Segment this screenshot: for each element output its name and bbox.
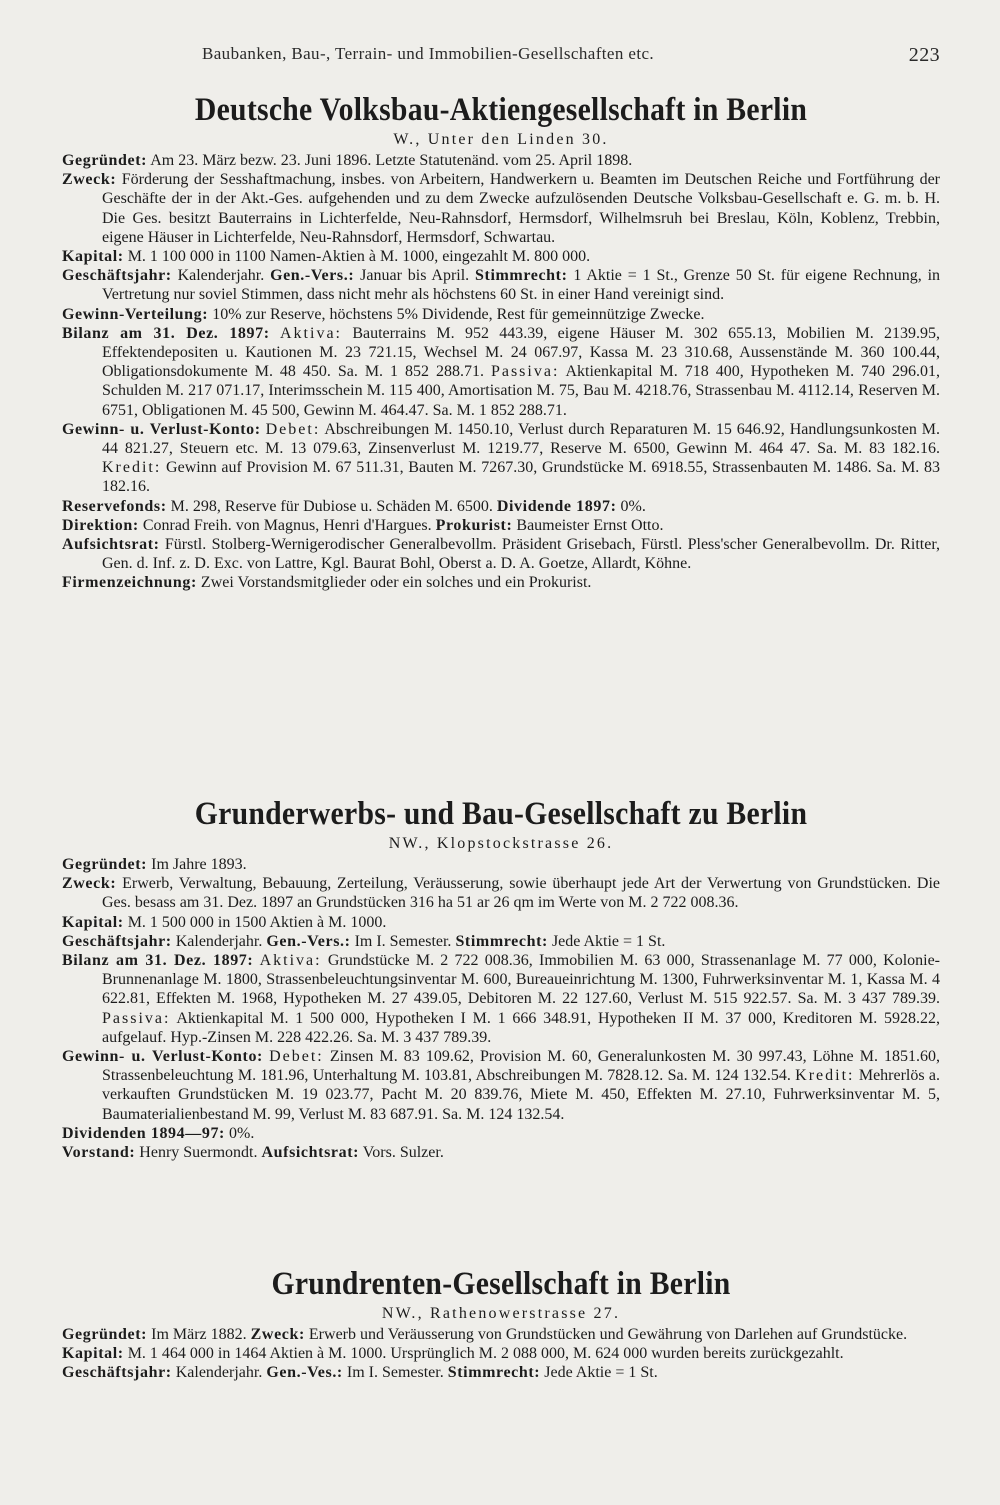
company-section	[62, 794, 940, 1162]
entry-direktion: Direktion: Conrad Freih. von Magnus, Henri d'Hargues. Prokurist: Baumeister Ernst Otto.	[62, 516, 664, 534]
entry-gegruendet: Gegründet: Im Jahre 1893.	[62, 856, 247, 873]
company-section	[62, 90, 940, 593]
company-address: NW., Klopstockstrasse 26.	[388, 835, 614, 852]
entry-bilanz: Bilanz am 31. Dez. 1897: Aktiva: Bauterrains M. 952 443.39, eigene Häuser M. 302 655.13, Mobilien M. 2139.95, Effektendepositen u. Kautionen M. 23 721.15, Wechsel M. 24 067.97, Kassa M. 23 310.68, Aussenstände M. 360 100.44, Obligationsdokumente M. 48 450. Sa. M. 1 852 288.71. Passiva: Aktienkapital M. 718 400, Hypotheken M. 740 296.01, Schulden M. 217 071.17, Interimsschein M. 115 400, Amortisation M. 75, Bau M. 4218.76, Strassenbau M. 4112.14, Reserven M. 6751, Obligationen M. 45 500, Gewinn M. 464.47. Sa. M. 1 852 288.71.	[62, 324, 941, 419]
entry-firmenzeichnung: Firmenzeichnung: Zwei Vorstandsmitglieder oder ein solches und ein Prokurist.	[62, 574, 592, 592]
company-address: NW., Rathenowerstrasse 27.	[381, 1305, 621, 1322]
entry-kapital: Kapital: M. 1 464 000 in 1464 Aktien à M. 1000. Ursprünglich M. 2 088 000, M. 624 000 wurden bereits zurückgezahlt.	[62, 1345, 844, 1363]
entry-gewinn-verteilung: Gewinn-Verteilung: 10% zur Reserve, höchstens 5% Dividende, Rest für gemeinnützige Zwecke.	[62, 305, 705, 323]
entry-geschaeftsjahr: Geschäftsjahr: Kalenderjahr. Gen.-Vers.: Januar bis April. Stimmrecht: 1 Aktie = 1 St., Grenze 50 St. für eigene Rechnung, in Vertretung nur soviel Stimmen, dass nicht mehr als höchstens 60 St. in einer Hand vereinigt sind.	[62, 267, 941, 304]
entry-kapital: Kapital: M. 1 100 000 in 1100 Namen-Aktien à M. 1000, eingezahlt M. 800 000.	[62, 248, 591, 266]
page-number: 223	[908, 44, 940, 66]
entry-vorstand: Vorstand: Henry Suermondt. Aufsichtsrat: Vors. Sulzer.	[62, 1144, 444, 1162]
entry-reservefonds: Reservefonds: M. 298, Reserve für Dubiose u. Schäden M. 6500. Dividende 1897: 0%.	[62, 497, 646, 515]
company-name: Grundrenten-Gesellschaft in Berlin	[271, 1266, 731, 1302]
running-title: Baubanken, Bau-, Terrain- und Immobilien-Gesellschaften etc.	[202, 44, 655, 63]
entry-bilanz: Bilanz am 31. Dez. 1897: Aktiva: Grundstücke M. 2 722 008.36, Immobilien M. 63 000, Strassenanlage M. 77 000, Kolonie-Brunnenanlage M. 1800, Strassenbeleuchtungsinventar M. 600, Bureaueinrichtung M. 1300, Fuhrwerksinventar M. 1, Kassa M. 4 622.81, Effekten M. 1968, Hypotheken M. 27 439.05, Debitoren M. 22 127.60, Verlust M. 515 922.57. Sa. M. 3 437 789.39. Passiva: Aktienkapital M. 1 500 000, Hypotheken I M. 1 666 348.91, Hypotheken II M. 37 000, Kreditoren M. 5928.22, aufgelauf. Hyp.-Zinsen M. 228 422.26. Sa. M. 3 437 789.39.	[62, 952, 941, 1046]
company-address: W., Unter den Linden 30.	[393, 131, 609, 148]
entry-gegruendet: Gegründet: Am 23. März bezw. 23. Juni 1896. Letzte Statutenänd. vom 25. April 1898.	[62, 152, 633, 169]
entry-zweck: Zweck: Erwerb, Verwaltung, Bebauung, Zerteilung, Veräusserung, sowie überhaupt jede Art der Verwertung von Grundstücken. Die Ges. besass am 31. Dez. 1897 an Grundstücken 316 ha 51 ar 26 qm im Werte von M. 2 722 008.36.	[62, 875, 941, 912]
entry-dividenden: Dividenden 1894—97: 0%.	[62, 1124, 255, 1142]
entry-geschaeftsjahr: Geschäftsjahr: Kalenderjahr. Gen.-Vers.: Im I. Semester. Stimmrecht: Jede Aktie = 1 St.	[62, 932, 666, 950]
company-section	[62, 1264, 940, 1383]
entry-geschaeftsjahr: Geschäftsjahr: Kalenderjahr. Gen.-Ves.: Im I. Semester. Stimmrecht: Jede Aktie = 1 St.	[62, 1364, 658, 1382]
entry-zweck: Zweck: Förderung der Sesshaftmachung, insbes. von Arbeitern, Handwerkern u. Beamten im Deutschen Reiche und Fortführung der Geschäfte der in der Akt.-Ges. aufgehenden und zu dem Zwecke aufzulösenden Deutsche Volksbau-Gesellschaft e. G. m. b. H. Die Ges. besitzt Bauterrains in Lichterfelde, Neu-Rahnsdorf, Hermsdorf, Wilhelmsruh bei Breslau, Köln, Koblenz, Trebbin, eigene Häuser in Lichterfelde, Neu-Rahnsdorf, Hermsdorf, Schwartau.	[62, 171, 940, 246]
entry-kapital: Kapital: M. 1 500 000 in 1500 Aktien à M. 1000.	[62, 913, 387, 931]
entry-gegruendet: Gegründet: Im März 1882. Zweck: Erwerb und Veräusserung von Grundstücken und Gewährung von Darlehen auf Grundstücke.	[62, 1326, 908, 1343]
entry-gewinn-verlust-konto: Gewinn- u. Verlust-Konto: Debet: Zinsen M. 83 109.62, Provision M. 60, Generalunkosten M. 30 997.43, Löhne M. 1851.60, Strassenbeleuchtung M. 181.96, Unterhaltung M. 103.81, Abschreibungen M. 7828.12. Sa. M. 124 132.54. Kredit: Mehrerlös a. verkauften Grundstücken M. 19 023.77, Pacht M. 20 839.76, Miete M. 450, Effekten M. 27.10, Fuhrwerksinventar M. 5, Baumaterialienbestand M. 99, Verlust M. 83 687.91. Sa. M. 124 132.54.	[62, 1048, 941, 1123]
entry-gewinn-verlust-konto: Gewinn- u. Verlust-Konto: Debet: Abschreibungen M. 1450.10, Verlust durch Reparaturen M. 15 646.92, Handlungsunkosten M. 44 821.27, Steuern etc. M. 13 079.63, Zinsenverlust M. 1219.77, Reserve M. 6500, Gewinn M. 464 47. Sa. M. 83 182.16. Kredit: Gewinn auf Provision M. 67 511.31, Bauten M. 7267.30, Grundstücke M. 6918.55, Strassenbauten M. 1486. Sa. M. 83 182.16.	[62, 420, 940, 496]
company-name: Deutsche Volksbau-Aktiengesellschaft in Berlin	[194, 92, 808, 128]
company-name: Grunderwerbs- und Bau-Gesellschaft zu Berlin	[194, 796, 808, 832]
entry-aufsichtsrat: Aufsichtsrat: Fürstl. Stolberg-Wernigerodischer Generalbevollm. Präsident Grisebach, Fürstl. Pless'scher Generalbevollm. Dr. Ritter, Gen. d. Inf. z. D. Exc. von Lattre, Kgl. Baurat Bohl, Oberst a. D. A. Goetze, Allardt, Köhne.	[62, 536, 941, 573]
